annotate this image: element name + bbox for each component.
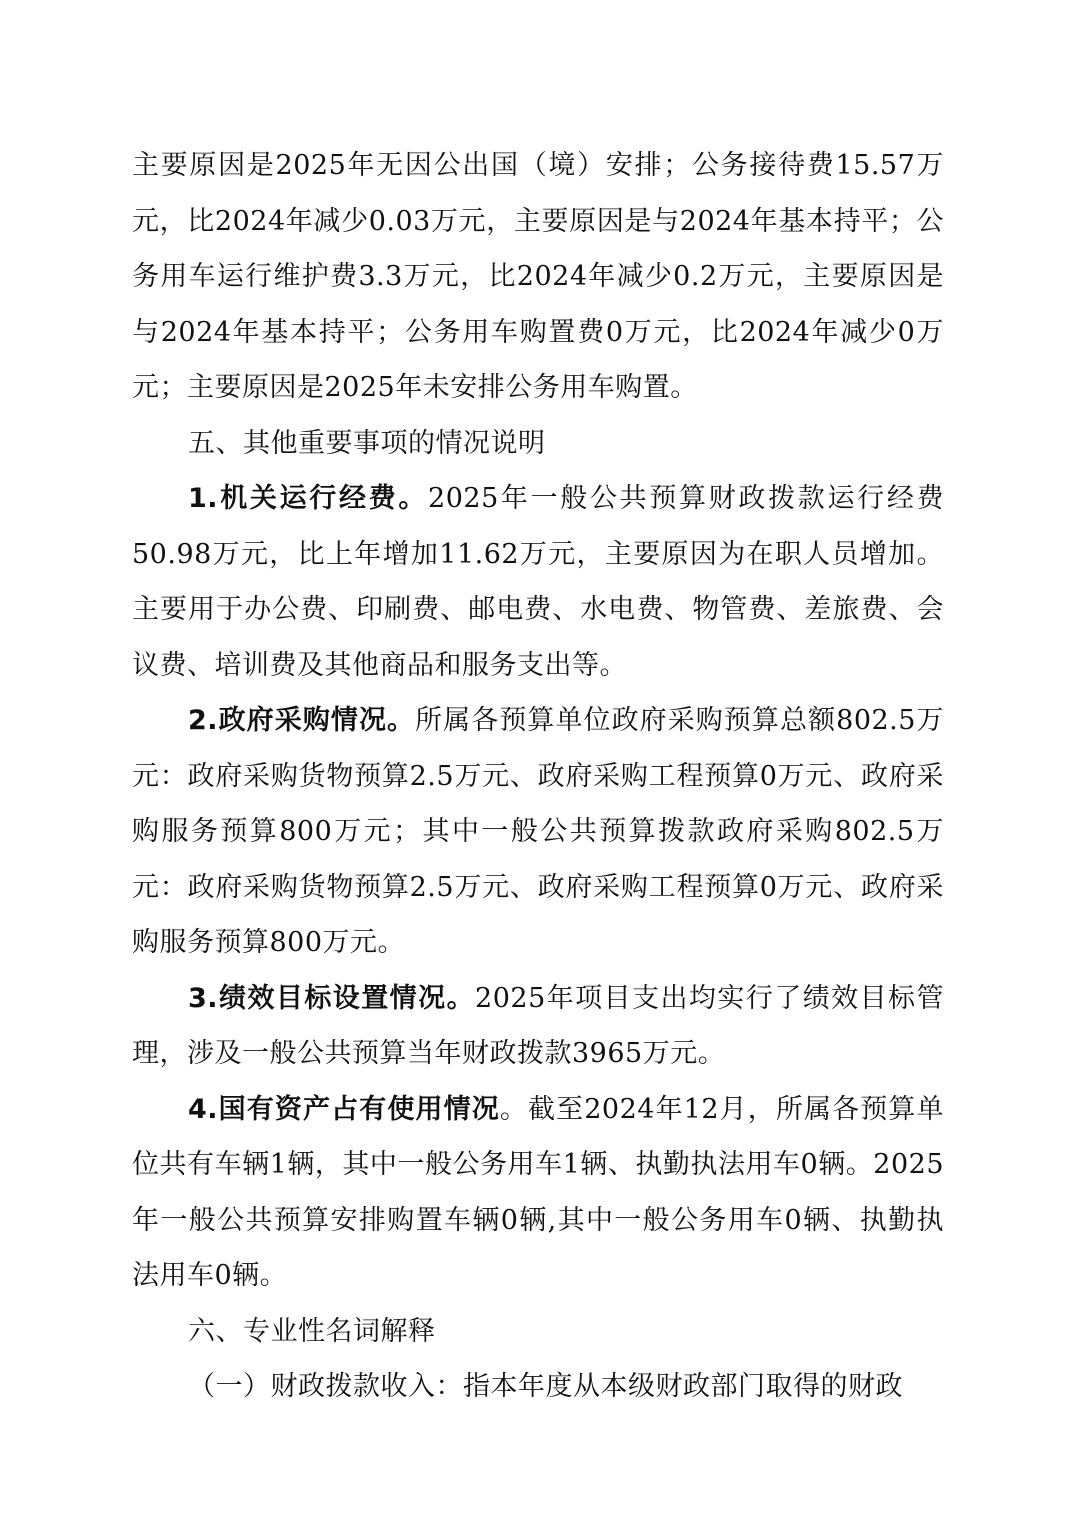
section5-item-3 — [132, 971, 944, 1082]
item-4-lead: 4.国有资产占有使用情况 — [188, 1093, 500, 1125]
item-4-text: 。截至2024年12月，所属各预算单位共有车辆1辆，其中一般公务用车1辆、执勤执法用车0辆。2025年一般公共预算安排购置车辆0辆,其中一般公务用车0辆、执勤执法用车0辆。 — [132, 1093, 945, 1291]
section5-item-1 — [132, 471, 944, 693]
item-1-lead: 1.机关运行经费。 — [188, 483, 429, 514]
section6-heading: 六、专业性名词解释 — [188, 1315, 436, 1347]
item-3-text: 2025年项目支出均实行了绩效目标管理，涉及一般公共预算当年财政拨款3965万元。 — [132, 982, 945, 1069]
section6-item-1 — [132, 1359, 944, 1415]
section5-item-4 — [132, 1082, 944, 1304]
section5-heading: 五、其他重要事项的情况说明 — [188, 427, 546, 459]
item-1-text: 2025年一般公共预算财政拨款运行经费50.98万元，比上年增加11.62万元，主要原因为在职人员增加。主要用于办公费、印刷费、邮电费、水电费、物管费、差旅费、会议费、培训费及其他商品和服务支出等。 — [132, 483, 945, 681]
section6-item-1-text: 指本年度从本级财政部门取得的财政 — [463, 1371, 903, 1402]
document-page — [132, 138, 944, 1415]
section5-item-2 — [132, 693, 944, 971]
item-2-lead: 2.政府采购情况。 — [188, 705, 416, 736]
item-3-lead: 3.绩效目标设置情况。 — [188, 982, 476, 1014]
section6-item-1-lead: （一）财政拨款收入： — [188, 1371, 463, 1402]
item-2-text: 所属各预算单位政府采购预算总额802.5万元：政府采购货物预算2.5万元、政府采购工程预算0万元、政府采购服务预算800万元；其中一般公共预算拨款政府采购802.5万元：政府采购货物预算2.5万元、政府采购工程预算0万元、政府采购服务预算800万元。 — [132, 705, 945, 958]
section4-tail-paragraph: 主要原因是2025年无因公出国（境）安排；公务接待费15.57万元，比2024年减少0.03万元，主要原因是与2024年基本持平；公务用车运行维护费3.3万元，比2024年减少0.2万元，主要原因是与2024年基本持平；公务用车购置费0万元，比2024年减少0万元；主要原因是2025年未安排公务用车购置。 — [132, 150, 944, 403]
